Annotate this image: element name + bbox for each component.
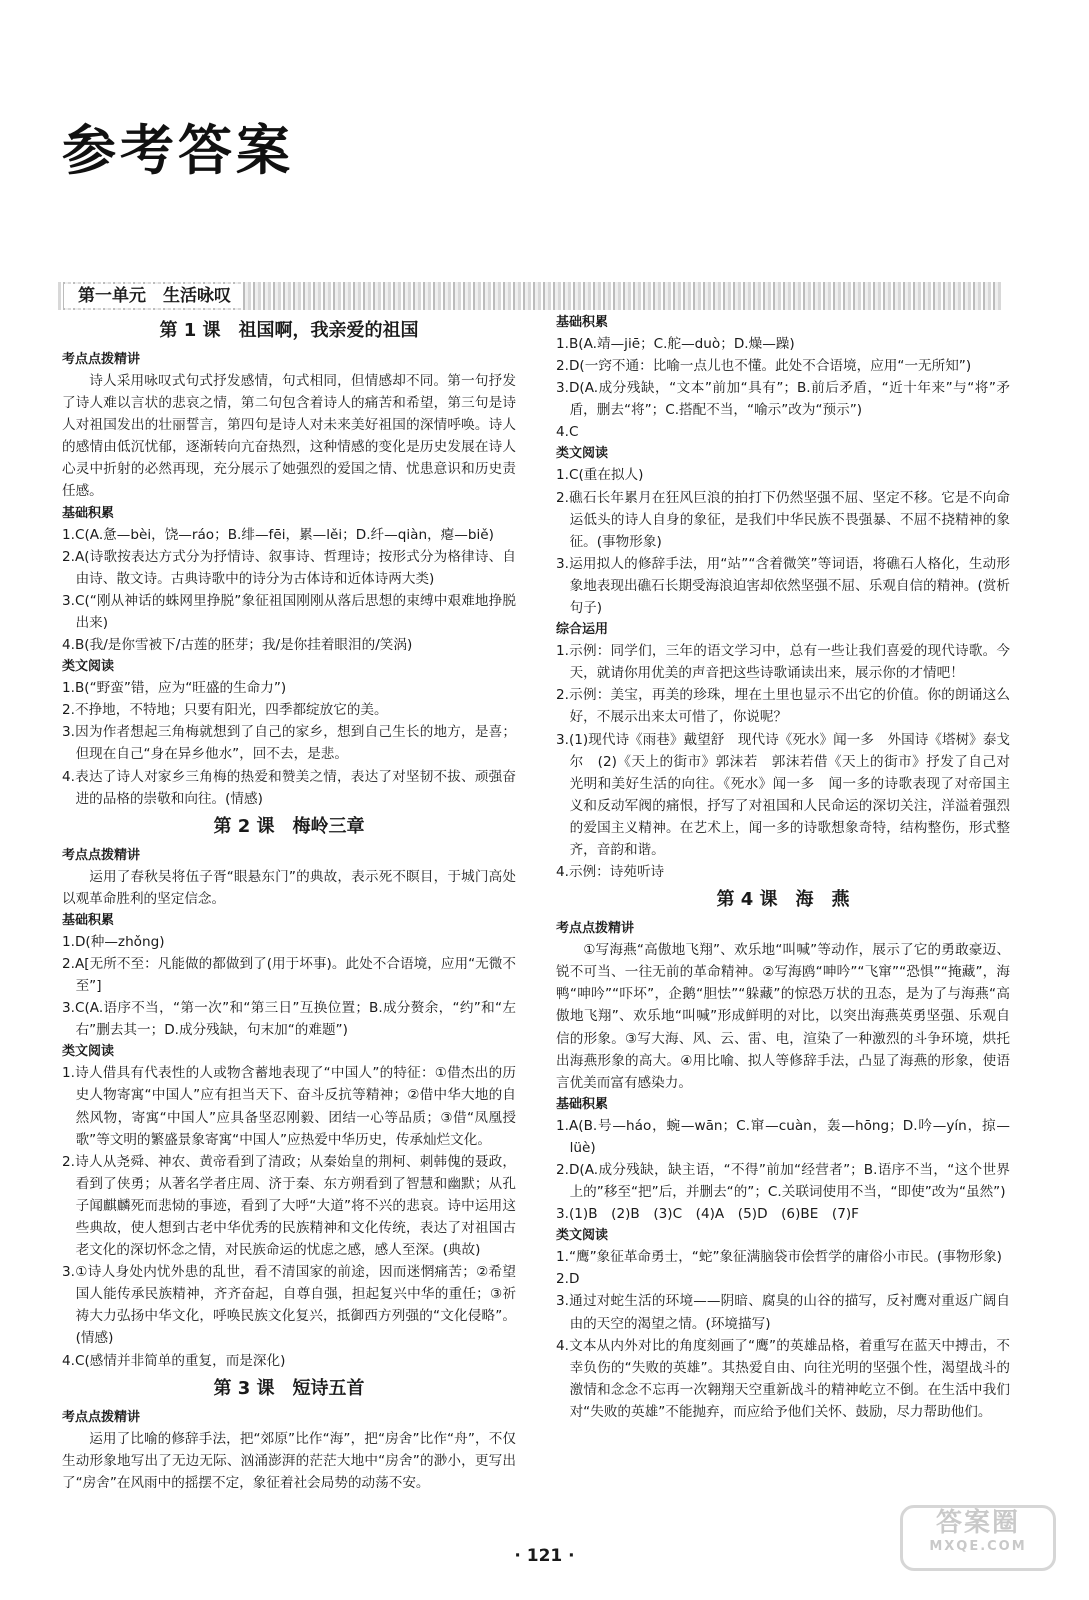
answer-item: 3.运用拟人的修辞手法，用“站”“含着微笑”等词语，将礁石人格化，生动形象地表现出礁石长期受海浪迫害却依然坚强不屈、乐观自信的精神。(赏析句子) [556, 555, 1010, 617]
page-number: · 121 · [514, 1546, 575, 1566]
answer-item: 1.诗人借具有代表性的人或物含蓄地表现了“中国人”的特征：①借杰出的历史人物寄寓“中国人”应有担当天下、奋斗反抗等精神；②借中华大地的自然风物，寄寓“中国人”应具备坚忍刚毅、团结一心等品质；③借“凤凰授歌”等文明的繁盛景象寄寓“中国人”应热爱中华历史，传承灿烂文化。 [62, 1065, 516, 1148]
answer-item: 2.D(A.成分残缺，缺主语，“不得”前加“经营者”；B.语序不当，“这个世界上的”移至“把”后，并删去“的”；C.关联词使用不当，“即使”改为“虽然”) [556, 1162, 1010, 1201]
watermark-logo [900, 1505, 1056, 1571]
answer-item: 3.(1)现代诗《雨巷》戴望舒 现代诗《死水》闻一多 外国诗《塔树》泰戈尔 (2)《天上的街市》郭沫若 郭沫若借《天上的街市》抒发了自己对光明和美好生活的向往。《死水》闻一多 闻一多的诗歌表现了对帝国主义和反动军阀的痛恨，抒写了对祖国和人民命运的深切关注，洋溢着强烈的爱国主义精神。在艺术上，闻一多的诗歌想象奇特，结构整伤，形式整齐，音韵和谐。 [556, 731, 1010, 858]
answer-item: 2.D [556, 1271, 580, 1288]
section-heading: 考点点拨精讲 [62, 847, 141, 863]
answer-item: 1.“鹰”象征革命勇士，“蛇”象征满脑袋市侩哲学的庸俗小市民。(事物形象) [556, 1249, 1002, 1266]
paragraph: 运用了春秋吴将伍子胥“眼悬东门”的典故，表示死不瞑目，于城门高处以观革命胜利的坚定信念。 [62, 868, 516, 907]
section-heading: 类文阅读 [556, 446, 609, 462]
watermark-sub-text: MXQE.COM [929, 1539, 1027, 1554]
answer-item: 1.D(种—zhǒng) [62, 933, 165, 950]
answer-item: 1.C(重在拟人) [556, 467, 644, 484]
answer-item: 3.C(A.语序不当，“第一次”和“第三日”互换位置；B.成分赘余，“约”和“左右”删去其一；D.成分残缺，句末加“的难题”) [62, 1000, 516, 1039]
section-heading: 基础积累 [62, 505, 115, 521]
answer-item: 3.C(“刚从神话的蛛网里挣脱”象征祖国刚刚从落后思想的束缚中艰难地挣脱出来) [62, 592, 516, 631]
answer-item: 4.B(我/是你雪被下/古莲的胚芽；我/是你挂着眼泪的/笑涡) [62, 637, 413, 654]
section-heading: 基础积累 [556, 1096, 609, 1112]
answer-item: 2.不挣地，不特地；只要有阳光，四季都绽放它的美。 [62, 702, 388, 719]
answer-item: 2.诗人从尧舜、神农、黄帝看到了清政；从秦始皇的荆柯、刺韩傀的聂政，看到了侠勇；从著名学者庄周、济于秦、东方朔看到了智慧和幽默；从孔子闻麒麟死而悲恸的事迹，看到了大呼“大道”将不兴的悲哀。诗中运用这些典故，使人想到古老中华优秀的民族精神和文化传统，表达了对祖国古老文化的深切怀念之情，对民族命运的忧虑之感，感人至深。(典故) [62, 1153, 516, 1259]
answer-item: 3.通过对蛇生活的环境——阴暗、腐臭的山谷的描写，反衬鹰对重返广阔自由的天空的渴望之情。(环境描写) [556, 1293, 1010, 1332]
answer-item: 1.B(“野蛮”错，应为“旺盛的生命力”) [62, 680, 287, 697]
answer-item: 1.C(A.惫—bèi，饶—ráo；B.绯—fēi，累—lěi；D.纤—qiàn，瘪—biě) [62, 526, 494, 543]
paragraph: 诗人采用咏叹式句式抒发感情，句式相同，但情感却不同。第一句抒发了诗人难以言状的悲哀之情，第二句包含着诗人的痛苦和希望，第三句是诗人对祖国发出的壮丽誓言，第四句是诗人对未来美好祖国的深情呼唤。诗人的感情由低沉忧郁，逐渐转向亢奋热烈，这种情感的变化是历史发展在诗人心灵中折射的必然再现，充分展示了她强烈的爱国之情、忧患意识和历史责任感。 [62, 373, 516, 500]
answer-item: 1.B(A.靖—jiē；C.舵—duò；D.燥—躁) [556, 336, 795, 352]
section-heading: 基础积累 [62, 912, 115, 928]
lesson-4-title: 第 4 课 海 燕 [716, 889, 850, 911]
unit-banner [58, 282, 1002, 310]
answer-item: 2.礁石长年累月在狂风巨浪的拍打下仍然坚强不屈、坚定不移。它是不向命运低头的诗人自身的象征，是我们中华民族不畏强暴、不屈不挠精神的象征。(事物形象) [556, 489, 1010, 550]
answer-item: 3.①诗人身处内忧外患的乱世，看不清国家的前途，因而迷惘痛苦；②希望国人能传承民族精神，齐齐奋起，自尊自强，担起复兴中华的重任；③祈祷大力弘扬中华文化，呼唤民族文化复兴，抵御西方列强的“文化侵略”。(情感) [62, 1264, 516, 1347]
answer-item: 4.C [556, 424, 579, 441]
page-title: 参考答案 [62, 119, 294, 182]
section-heading: 类文阅读 [62, 659, 115, 675]
answer-item: 3.(1)B (2)B (3)C (4)A (5)D (6)BE (7)F [556, 1206, 859, 1223]
answer-item: 2.A[无所不至：凡能做的都做到了(用于坏事)。此处不合语境，应用“无微不至”] [62, 955, 516, 995]
answer-item: 2.A(诗歌按表达方式分为抒情诗、叙事诗、哲理诗；按形式分为格律诗、自由诗、散文诗。古典诗歌中的诗分为古体诗和近体诗两大类) [62, 548, 516, 587]
lesson-3-title: 第 3 课 短诗五首 [213, 1377, 365, 1399]
paragraph: 运用了比喻的修辞手法，把“郊原”比作“海”，把“房舍”比作“舟”，不仅生动形象地写出了无边无际、汹涌澎湃的茫茫大地中“房舍”的渺小，更写出了“房舍”在风雨中的摇摆不定，象征着社会局势的动荡不安。 [62, 1430, 516, 1491]
section-heading: 考点点拨精讲 [556, 921, 635, 937]
right-column [556, 312, 1010, 1423]
section-heading: 考点点拨精讲 [62, 1409, 141, 1425]
left-column [62, 314, 516, 1494]
answer-item: 4.表达了诗人对家乡三角梅的热爱和赞美之情，表达了对坚韧不拔、顽强奋进的品格的崇敬和向往。(情感) [62, 768, 516, 807]
answer-item: 1.A(B.号—háo，蜿—wān；C.窜—cuàn，轰—hōng；D.吟—yín，掠—lüè) [556, 1117, 1010, 1156]
answer-item: 2.D(一窍不通：比喻一点儿也不懂。此处不合语境，应用“一无所知”) [556, 358, 972, 375]
unit-title: 第一单元 生活咏叹 [64, 284, 241, 308]
section-heading: 综合运用 [556, 622, 609, 638]
lesson-2-title: 第 2 课 梅岭三章 [213, 815, 365, 837]
answer-item: 2.示例：美宝，再美的珍珠，埋在土里也显示不出它的价值。你的朗诵这么好，不展示出来太可惜了，你说呢？ [556, 687, 1010, 726]
answer-item: 4.文本从内外对比的角度刻画了“鹰”的英雄品格，着重写在蓝天中搏击，不幸负伤的“失败的英雄”。其热爱自由、向往光明的坚强个性，渴望战斗的激情和念念不忘再一次翱翔天空重新战斗的精神屹立不倒。在生活中我们对“失败的英雄”不能抛弃，而应给予他们关怀、鼓励，尽力帮助他们。 [556, 1337, 1010, 1420]
paragraph: ①写海燕“高傲地飞翔”、欢乐地“叫喊”等动作，展示了它的勇敢豪迈、锐不可当、一往无前的革命精神。②写海鸥“呻吟”“飞窜”“恐惧”“掩藏”，海鸭“呻吟”“吓坏”，企鹅“胆怯”“躲藏”的惊恐万状的丑态，是为了与海燕“高傲地飞翔”、欢乐地“叫喊”形成鲜明的对比，以突出海燕英勇坚强、乐观自信的形象。③写大海、风、云、雷、电，渲染了一种激烈的斗争环境，烘托出海燕形象的高大。④用比喻、拟人等修辞手法，凸显了海燕的形象，使语言优美而富有感染力。 [556, 942, 1010, 1091]
section-heading: 类文阅读 [62, 1044, 115, 1060]
answer-item: 3.因为作者想起三角梅就想到了自己的家乡，想到自己生长的地方，是喜；但现在自己“身在异乡他水”，回不去，是悲。 [62, 724, 516, 763]
watermark-main-text: 答案圈 [935, 1508, 1020, 1538]
answer-item: 1.示例：同学们，三年的语文学习中，总有一些让我们喜爱的现代诗歌。今天，就请你用优美的声音把这些诗歌诵读出来，展示你的才情吧！ [556, 643, 1010, 682]
section-heading: 考点点拨精讲 [62, 352, 141, 367]
section-heading: 类文阅读 [556, 1228, 609, 1244]
answer-item: 4.C(感情并非简单的重复，而是深化) [62, 1352, 286, 1369]
answer-item: 4.示例：诗苑听诗 [556, 864, 665, 881]
lesson-1-title: 第 1 课 祖国啊，我亲爱的祖国 [159, 320, 419, 341]
answer-item: 3.D(A.成分残缺，“文本”前加“具有”；B.前后矛盾，“近十年来”与“将”矛盾，删去“将”；C.搭配不当，“喻示”改为“预示”) [556, 380, 1010, 419]
section-heading: 基础积累 [556, 315, 609, 330]
